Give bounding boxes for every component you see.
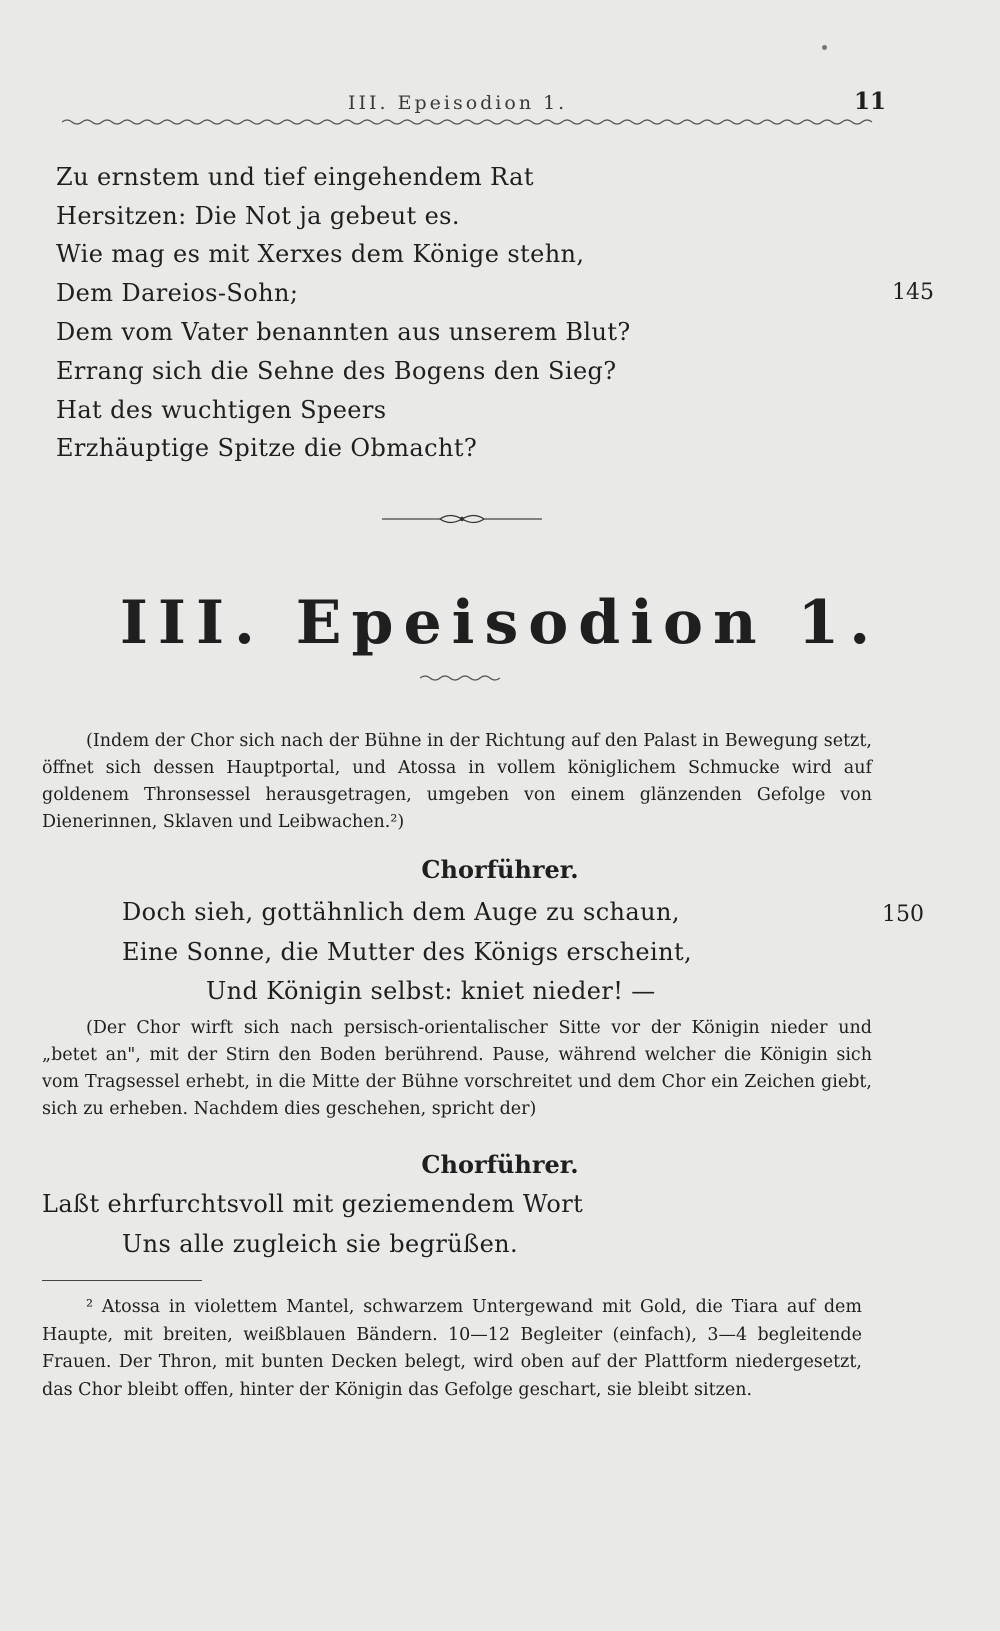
- header-wavy-rule: [62, 118, 874, 126]
- stage-direction-2-text: (Der Chor wirft sich nach persisch-orientalischer Sitte vor der Königin nieder und „betet an", mit der Stirn den Boden berührend. Pause, während welcher die Königin sich vom Tragsessel erhebt, in die Mitte der Bühne vorschreitet und dem Chor ein Zeichen giebt, sich zu erheben. Nachdem dies geschehen, spricht der): [42, 1018, 872, 1119]
- title-wavy-ornament: [420, 674, 500, 682]
- verse-line: Und Königin selbst: kniet nieder! —: [206, 977, 656, 1005]
- verse-line: Hat des wuchtigen Speers: [56, 396, 387, 424]
- verse-line: Errang sich die Sehne des Bogens den Sieg?: [56, 357, 617, 385]
- speck-mark: [822, 45, 827, 50]
- stage-direction-1: [42, 728, 872, 836]
- line-number-150: 150: [882, 902, 924, 927]
- verse-line: Laßt ehrfurchtsvoll mit geziemendem Wort: [42, 1190, 584, 1218]
- stage-direction-2: [42, 1015, 872, 1123]
- verse-line: Hersitzen: Die Not ja gebeut es.: [56, 202, 460, 230]
- ornament-divider: [382, 511, 542, 527]
- verse-line: Uns alle zugleich sie begrüßen.: [122, 1230, 519, 1258]
- section-title: III. Epeisodion 1.: [119, 588, 881, 658]
- footnote: [42, 1294, 862, 1404]
- verse-line: Wie mag es mit Xerxes dem Könige stehn,: [56, 240, 585, 268]
- speaker-heading: Chorführer.: [421, 1150, 579, 1179]
- line-number-145: 145: [892, 280, 934, 305]
- verse-line: Doch sieh, gottähnlich dem Auge zu schaun,: [122, 898, 680, 926]
- page-number: 11: [854, 88, 887, 115]
- verse-line: Erzhäuptige Spitze die Obmacht?: [56, 434, 478, 462]
- running-title: III. Epeisodion 1.: [348, 92, 568, 114]
- verse-line: Zu ernstem und tief eingehendem Rat: [56, 163, 534, 191]
- footnote-text: ² Atossa in violettem Mantel, schwarzem Untergewand mit Gold, die Tiara auf dem Haupte, mit breiten, weißblauen Bändern. 10—12 Begleiter (einfach), 3—4 begleitende Frauen. Der Thron, mit bunten Decken belegt, wird oben auf der Plattform niedergesetzt, das Chor bleibt offen, hinter der Königin das Gefolge geschart, sie bleibt sitzen.: [42, 1297, 862, 1400]
- verse-line: Dem Dareios-Sohn;: [56, 279, 299, 307]
- footnote-rule: [42, 1280, 202, 1281]
- verse-line: Dem vom Vater benannten aus unserem Blut?: [56, 318, 631, 346]
- verse-line: Eine Sonne, die Mutter des Königs erscheint,: [122, 938, 693, 966]
- speaker-heading: Chorführer.: [421, 855, 579, 884]
- stage-direction-1-text: (Indem der Chor sich nach der Bühne in der Richtung auf den Palast in Bewegung setzt, öffnet sich dessen Hauptportal, und Atossa in vollem königlichem Schmucke wird auf goldenem Thronsessel herausgetragen, umgeben von einem glänzenden Gefolge von Dienerinnen, Sklaven und Leibwachen.²): [42, 731, 872, 832]
